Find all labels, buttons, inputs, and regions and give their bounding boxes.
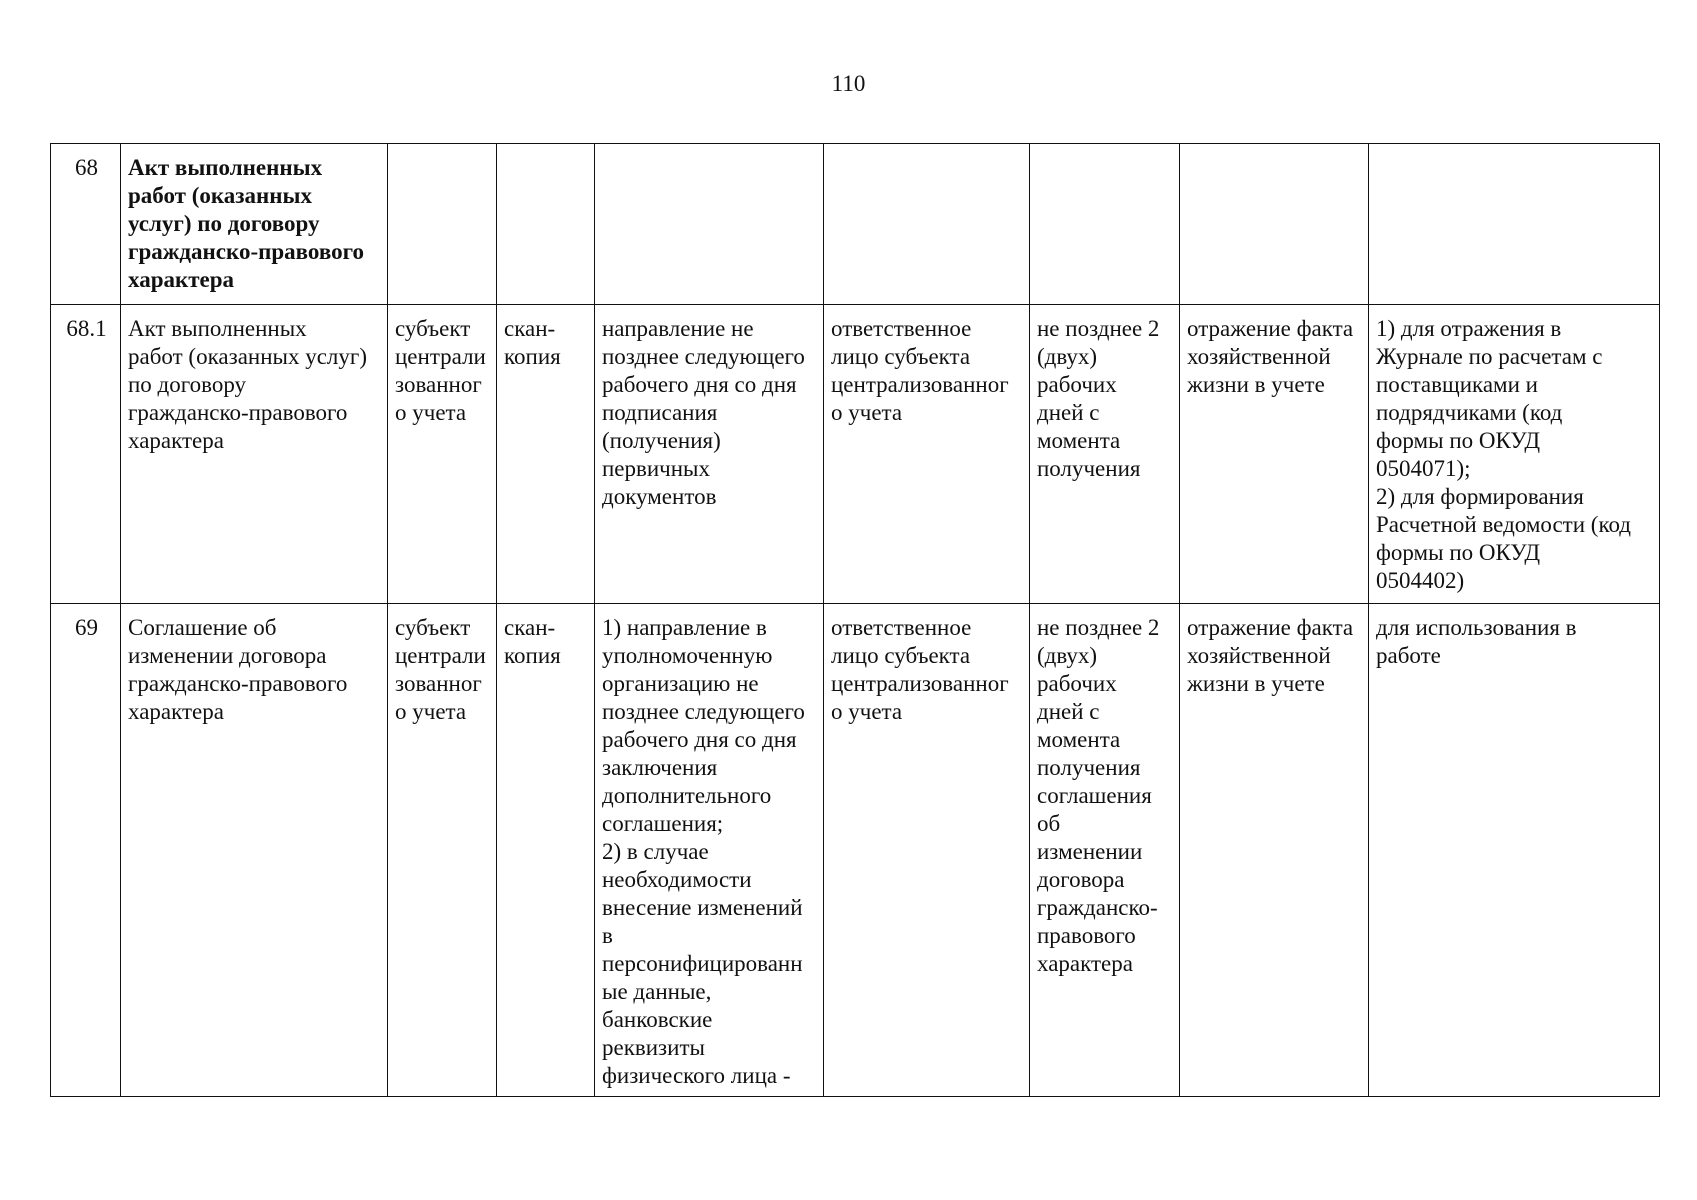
cell-text-line: подрядчиками (код [1376, 400, 1563, 425]
cell-text-line: банковские [602, 1007, 713, 1032]
usage-purpose-cell [1369, 604, 1660, 1097]
cell-text-line: хозяйственной [1187, 344, 1331, 369]
cell-text-line: формы по ОКУД [1376, 428, 1541, 453]
usage-purpose-cell [1369, 305, 1660, 604]
cell-text-line: рабочих [1037, 372, 1117, 397]
cell-text-line: лицо субъекта [831, 344, 971, 369]
cell-text-line: организацию не [602, 671, 759, 696]
deadline-cell [1030, 305, 1180, 604]
cell-text-line: зованног [395, 671, 482, 696]
cell-text-line: персонифицированн [602, 951, 803, 976]
cell-text-line: гражданско-правового [128, 239, 364, 264]
cell-text-line: субъект [395, 316, 471, 341]
row-number-cell [51, 305, 121, 604]
responsible-person-cell [824, 144, 1030, 305]
cell-text-line: 0504071); [1376, 456, 1471, 481]
cell-text-line: изменении договора [128, 643, 327, 668]
cell-text-line: о учета [831, 400, 903, 425]
cell-text-line: первичных [602, 456, 711, 481]
cell-text-line: для использования в [1376, 615, 1577, 640]
document-table [50, 143, 1660, 1097]
document-form-cell [497, 305, 595, 604]
deadline-cell [1030, 604, 1180, 1097]
cell-text-line: об [1037, 811, 1061, 836]
cell-text-line: о учета [395, 400, 467, 425]
cell-text-line: договора [1037, 867, 1125, 892]
cell-text-line: копия [504, 344, 561, 369]
cell-text-line: по договору [128, 372, 247, 397]
cell-text-line: рабочего дня со дня [602, 727, 797, 752]
row-number-cell [51, 604, 121, 1097]
cell-text-line: документов [602, 484, 717, 509]
document-name-cell [121, 604, 388, 1097]
cell-text-line: (получения) [602, 428, 721, 453]
accounting-purpose-cell [1180, 604, 1369, 1097]
cell-text-line: характера [128, 699, 224, 724]
cell-text-line: формы по ОКУД [1376, 540, 1541, 565]
cell-text-line: характера [1037, 951, 1133, 976]
cell-text-line: изменении [1037, 839, 1143, 864]
cell-text-line: не позднее 2 [1037, 615, 1160, 640]
cell-text-line: отражение факта [1187, 316, 1354, 341]
cell-text-line: зованног [395, 372, 482, 397]
cell-text-line: Соглашение об [128, 615, 277, 640]
cell-text-line: отражение факта [1187, 615, 1354, 640]
table-row [51, 144, 1660, 305]
cell-text-line: необходимости [602, 867, 752, 892]
cell-text-line: централи [395, 344, 486, 369]
cell-text-line: ответственное [831, 615, 972, 640]
cell-text-line: Акт выполненных [128, 316, 307, 341]
cell-text-line: 2) в случае [602, 839, 709, 864]
row-number: 68.1 [66, 316, 107, 341]
cell-text-line: о учета [395, 699, 467, 724]
deadline-cell [1030, 144, 1180, 305]
cell-text-line: Журнале по расчетам с [1376, 344, 1603, 369]
cell-text-line: позднее следующего [602, 344, 805, 369]
cell-text-line: 2) для формирования [1376, 484, 1584, 509]
cell-text-line: Акт выполненных [128, 155, 323, 180]
cell-text-line: характера [128, 267, 235, 292]
responsible-subject-cell [388, 144, 497, 305]
table-row [51, 305, 1660, 604]
cell-text-line: (двух) [1037, 344, 1098, 369]
cell-text-line: рабочих [1037, 671, 1117, 696]
transfer-procedure-cell [595, 305, 824, 604]
cell-text-line: в [602, 923, 613, 948]
accounting-purpose-cell [1180, 305, 1369, 604]
cell-text-line: работ (оказанных услуг) [128, 344, 367, 369]
cell-text-line: ответственное [831, 316, 972, 341]
cell-text-line: скан- [504, 316, 556, 341]
cell-text-line: правового [1037, 923, 1136, 948]
document-name-cell [121, 305, 388, 604]
cell-text-line: 0504402) [1376, 568, 1465, 593]
cell-text-line: физического лица - [602, 1063, 791, 1088]
page-number: 110 [831, 71, 866, 96]
cell-text-line: не позднее 2 [1037, 316, 1160, 341]
cell-text-line: жизни в учете [1187, 671, 1325, 696]
responsible-person-cell [824, 305, 1030, 604]
table-row [51, 604, 1660, 1097]
transfer-procedure-cell [595, 604, 824, 1097]
cell-text-line: направление не [602, 316, 754, 341]
cell-text-line: уполномоченную [602, 643, 773, 668]
cell-text-line: скан- [504, 615, 556, 640]
cell-text-line: реквизиты [602, 1035, 705, 1060]
cell-text-line: услуг) по договору [128, 211, 320, 236]
responsible-person-cell [824, 604, 1030, 1097]
cell-text-line: гражданско-правового [128, 671, 348, 696]
cell-text-line: 1) направление в [602, 615, 767, 640]
cell-text-line: момента [1037, 428, 1121, 453]
cell-text-line: ые данные, [602, 979, 712, 1004]
cell-text-line: копия [504, 643, 561, 668]
cell-text-line: гражданско-правового [128, 400, 348, 425]
cell-text-line: субъект [395, 615, 471, 640]
cell-text-line: поставщиками и [1376, 372, 1538, 397]
cell-text-line: характера [128, 428, 224, 453]
cell-text-line: жизни в учете [1187, 372, 1325, 397]
cell-text-line: дней с [1037, 400, 1100, 425]
document-form-cell [497, 604, 595, 1097]
cell-text-line: Расчетной ведомости (код [1376, 512, 1631, 537]
cell-text-line: работе [1376, 643, 1441, 668]
cell-text-line: централизованног [831, 671, 1009, 696]
row-number: 68 [75, 155, 98, 180]
responsible-subject-cell [388, 604, 497, 1097]
cell-text-line: хозяйственной [1187, 643, 1331, 668]
cell-text-line: централизованног [831, 372, 1009, 397]
cell-text-line: внесение изменений [602, 895, 803, 920]
usage-purpose-cell [1369, 144, 1660, 305]
cell-text-line: заключения [602, 755, 718, 780]
cell-text-line: работ (оказанных [128, 183, 312, 208]
cell-text-line: лицо субъекта [831, 643, 971, 668]
responsible-subject-cell [388, 305, 497, 604]
cell-text-line: централи [395, 643, 486, 668]
row-number: 69 [75, 615, 98, 640]
cell-text-line: момента [1037, 727, 1121, 752]
transfer-procedure-cell [595, 144, 824, 305]
document-form-cell [497, 144, 595, 305]
cell-text-line: (двух) [1037, 643, 1098, 668]
row-number-cell [51, 144, 121, 305]
accounting-purpose-cell [1180, 144, 1369, 305]
table-body [51, 144, 1660, 1097]
cell-text-line: соглашения [1037, 783, 1152, 808]
cell-text-line: соглашения; [602, 811, 724, 836]
cell-text-line: получения [1037, 755, 1141, 780]
cell-text-line: позднее следующего [602, 699, 805, 724]
cell-text-line: получения [1037, 456, 1141, 481]
cell-text-line: о учета [831, 699, 903, 724]
cell-text-line: гражданско- [1037, 895, 1158, 920]
document-name-cell [121, 144, 388, 305]
cell-text-line: дополнительного [602, 783, 772, 808]
cell-text-line: 1) для отражения в [1376, 316, 1562, 341]
cell-text-line: подписания [602, 400, 718, 425]
cell-text-line: дней с [1037, 699, 1100, 724]
cell-text-line: рабочего дня со дня [602, 372, 797, 397]
